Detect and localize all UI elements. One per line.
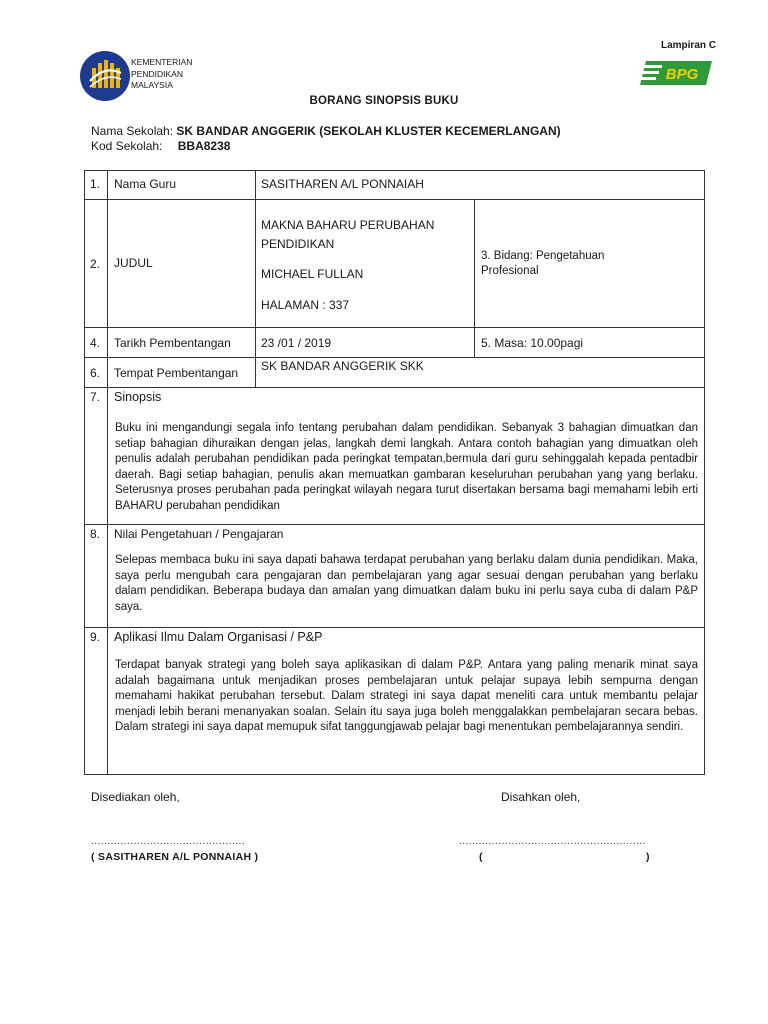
prepared-by-name: ( SASITHAREN A/L PONNAIAH ) bbox=[91, 851, 259, 863]
presentation-date-value: 23 /01 / 2019 bbox=[261, 336, 332, 350]
ministry-line: KEMENTERIAN bbox=[131, 57, 193, 67]
school-code-line bbox=[91, 139, 230, 153]
school-code-value: BBA8238 bbox=[177, 139, 231, 153]
application-text: Terdapat banyak strategi yang boleh saya aplikasikan di dalam P&P. Antara yang paling menarik minat saya adalah bagaimana untuk menjadikan proses pembelajaran untuk pelajar supaya lebih sempurna dengan memahami hakikat perubahan tersebut. Dalam strategi ini saya dapat meneliti cara untuk membantu pelajar menjadi lebih berani menanyakan soalan. Selain itu saya juga boleh menggalakkan pembelajaran secara bebas. Dalam strategi ini saya dapat memupuk sifat tanggungjawab pelajar bagi menentukan pembelajarannya sendiri. bbox=[115, 659, 698, 733]
presentation-place-label: Tempat Pembentangan bbox=[114, 366, 239, 380]
ministry-line: PENDIDIKAN bbox=[131, 68, 183, 79]
row-number: 6. bbox=[90, 366, 101, 380]
row-number: 4. bbox=[90, 336, 101, 350]
presentation-date-label: Tarikh Pembentangan bbox=[114, 336, 231, 350]
form-title: BORANG SINOPSIS BUKU bbox=[309, 95, 459, 107]
book-title-value: MAKNA BAHARU PERUBAHAN PENDIDIKAN bbox=[261, 218, 435, 251]
row-number: 1. bbox=[90, 177, 101, 191]
teacher-name-value: SASITHAREN A/L PONNAIAH bbox=[261, 177, 424, 191]
school-name-label: Nama Sekolah: bbox=[91, 124, 174, 138]
prepared-signature-line: ............................................... bbox=[91, 836, 246, 847]
presentation-time: 5. Masa: 10.00pagi bbox=[481, 336, 584, 350]
book-pages: HALAMAN : 337 bbox=[261, 298, 350, 312]
presentation-place-value: SK BANDAR ANGGERIK SKK bbox=[261, 359, 424, 373]
teacher-name-label: Nama Guru bbox=[114, 177, 177, 191]
attachment-label: Lampiran C bbox=[660, 40, 716, 51]
approved-signature-line: ......................................................... bbox=[459, 836, 646, 847]
school-code-label: Kod Sekolah: bbox=[91, 139, 163, 153]
svg-text:BPG: BPG bbox=[665, 66, 699, 83]
bpg-logo bbox=[640, 58, 712, 93]
approved-by-label: Disahkan oleh, bbox=[501, 790, 581, 804]
approved-name-close-paren: ) bbox=[646, 851, 650, 863]
ministry-line: MALAYSIA bbox=[131, 80, 173, 90]
synopsis-text: Buku ini mengandungi segala info tentang perubahan dalam pendidikan. Sebanyak 3 bahagian dimuatkan dan setiap bahagian dihuraikan dengan jelas, langkah demi langkah. Antara contoh bahagian yang dimuatkan oleh penulis adalah perubahan pendidikan pada peringkat tempatan,bermula dari guru sehinggalah kepada pentadbir daerah. Bagi setiap bahagian, penulis akan memuatkan gambaran keseluruhan perubahan yang yang berlaku. Seterusnya proses perubahan pada peringkat wilayah negara turut disertakan bersama bagi memahami lebih erti BAHARU perubahan pendidikan bbox=[115, 422, 698, 512]
school-name-value: SK BANDAR ANGGERIK (SEKOLAH KLUSTER KECEMERLANGAN) bbox=[176, 124, 561, 138]
bpg-logo-icon bbox=[640, 58, 712, 88]
row-number: 9. bbox=[90, 630, 101, 644]
row-number: 2. bbox=[90, 257, 101, 271]
school-name-line bbox=[91, 124, 561, 138]
application-label: Aplikasi Ilmu Dalam Organisasi / P&P bbox=[114, 630, 323, 644]
field-value: 3. Bidang: Pengetahuan Profesional bbox=[481, 250, 605, 277]
prepared-by-label: Disediakan oleh, bbox=[91, 790, 180, 804]
row-number: 7. bbox=[90, 390, 101, 404]
ministry-logo bbox=[80, 51, 130, 101]
book-author: MICHAEL FULLAN bbox=[261, 267, 364, 281]
synopsis-label: Sinopsis bbox=[114, 390, 162, 404]
ministry-emblem-icon bbox=[80, 51, 130, 101]
knowledge-value-text: Selepas membaca buku ini saya dapati bahawa terdapat perubahan yang berlaku dalam dunia pendidikan. Maka, saya perlu mengubah cara pengajaran dan pembelajaran yang agar sesuai dengan perubahan yang berlaku dalam pendidikan. Beberapa budaya dan amalan yang dimuatkan dalam buku ini perlu saya cuba di dalam P&P saya. bbox=[115, 554, 698, 613]
row-number: 8. bbox=[90, 527, 101, 541]
book-title-label: JUDUL bbox=[114, 256, 153, 270]
ministry-name bbox=[131, 57, 192, 92]
approved-name-open-paren: ( bbox=[479, 851, 483, 863]
knowledge-value-label: Nilai Pengetahuan / Pengajaran bbox=[114, 527, 284, 541]
